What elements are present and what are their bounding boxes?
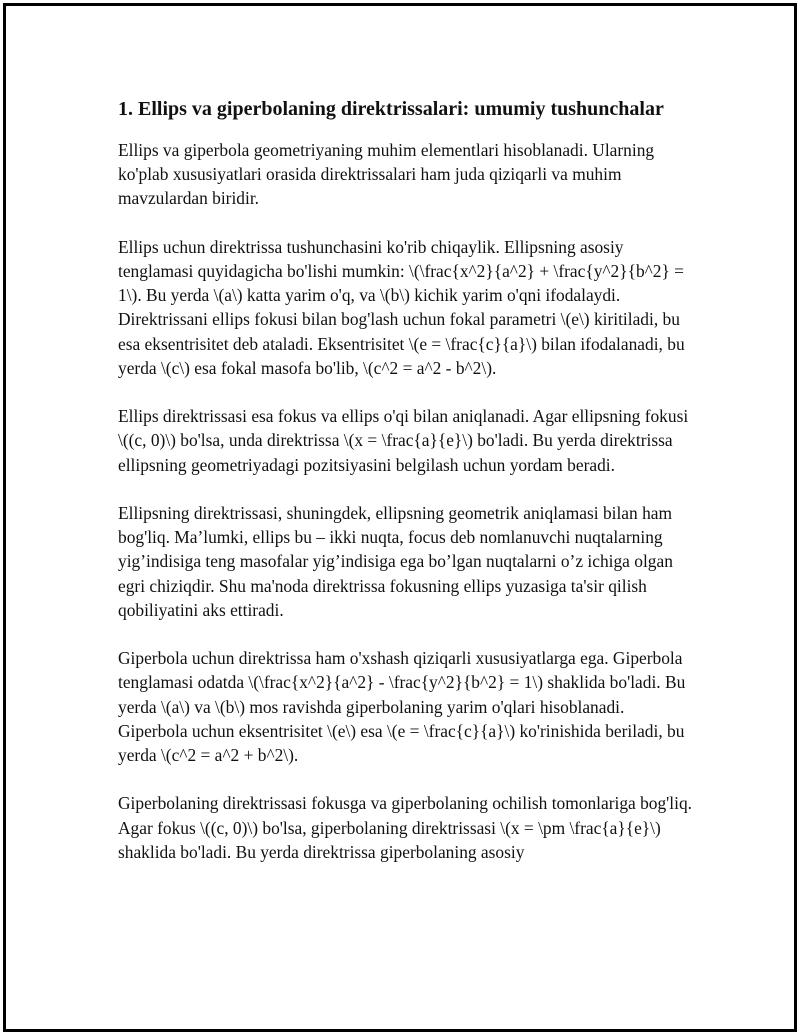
paragraph-ellipse-directrix: Ellips direktrissasi esa fokus va ellips o'qi bilan aniqlanadi. Agar ellipsning fokusi \((c, 0)\) bo'lsa, unda direktrissa \(x = \frac{a}{e}\) bo'ladi. Bu yerda direktrissa ellipsning geometriyadagi pozitsiyasini belgilash uchun yordam beradi. (118, 406, 689, 475)
paragraph-ellipse-definition: Ellipsning direktrissasi, shuningdek, ellipsning geometrik aniqlamasi bilan ham bog'liq. Ma’lumki, ellips bu – ikki nuqta, focus deb nomlanuvchi nuqtalarning yig’indisiga teng masofalar yig’indisiga ega bo’lgan nuqtalarni o’z ichiga olgan egri chiziqdir. Shu ma'noda direktrissa fokusning ellips yuzasiga ta'sir qilish qobiliyatini aks ettiradi. (118, 503, 673, 620)
paragraph-ellipse-equation: Ellips uchun direktrissa tushunchasini ko'rib chiqaylik. Ellipsning asosiy tenglamasi quyidagicha bo'lishi mumkin: \(\frac{x^2}{a^2} + \frac{y^2}{b^2} = 1\). Bu yerda \(a\) katta yarim o'q, va \(b\) kichik yarim o'qni ifodalaydi. Direktrissani ellips fokusi bilan bog'lash uchun fokal parametri \(e\) kiritiladi, bu esa eksentrisitet deb ataladi. Eksentrisitet \(e = \frac{c}{a}\) bilan ifodalanadi, bu yerda \(c\) esa fokal masofa bo'lib, \(c^2 = a^2 - b^2\). (118, 236, 685, 378)
paragraph-hyperbola-directrix: Giperbolaning direktrissasi fokusga va giperbolaning ochilish tomonlariga bog'liq. Agar fokus \((c, 0)\) bo'lsa, giperbolaning direktrissasi \(x = \pm \frac{a}{e}\) shaklida bo'ladi. Bu yerda direktrissa giperbolaning asosiy (118, 793, 693, 862)
page-frame (3, 3, 797, 1032)
document-body (118, 94, 696, 888)
paragraph-hyperbola-equation: Giperbola uchun direktrissa ham o'xshash qiziqarli xususiyatlarga ega. Giperbola tenglamasi odatda \(\frac{x^2}{a^2} - \frac{y^2}{b^2} = 1\) shaklida bo'ladi. Bu yerda \(a\) va \(b\) mos ravishda giperbolaning yarim o'qlari hisoblanadi. Giperbola uchun eksentrisitet \(e\) esa \(e = \frac{c}{a}\) ko'rinishida beriladi, bu yerda \(c^2 = a^2 + b^2\). (118, 648, 686, 766)
section-title: 1. Ellips va giperbolaning direktrissalari: umumiy tushunchalar (118, 98, 664, 120)
paragraph-intro: Ellips va giperbola geometriyaning muhim elementlari hisoblanadi. Ularning ko'plab xususiyatlari orasida direktrissalari ham juda qiziqarli va muhim mavzulardan biridir. (118, 140, 655, 209)
